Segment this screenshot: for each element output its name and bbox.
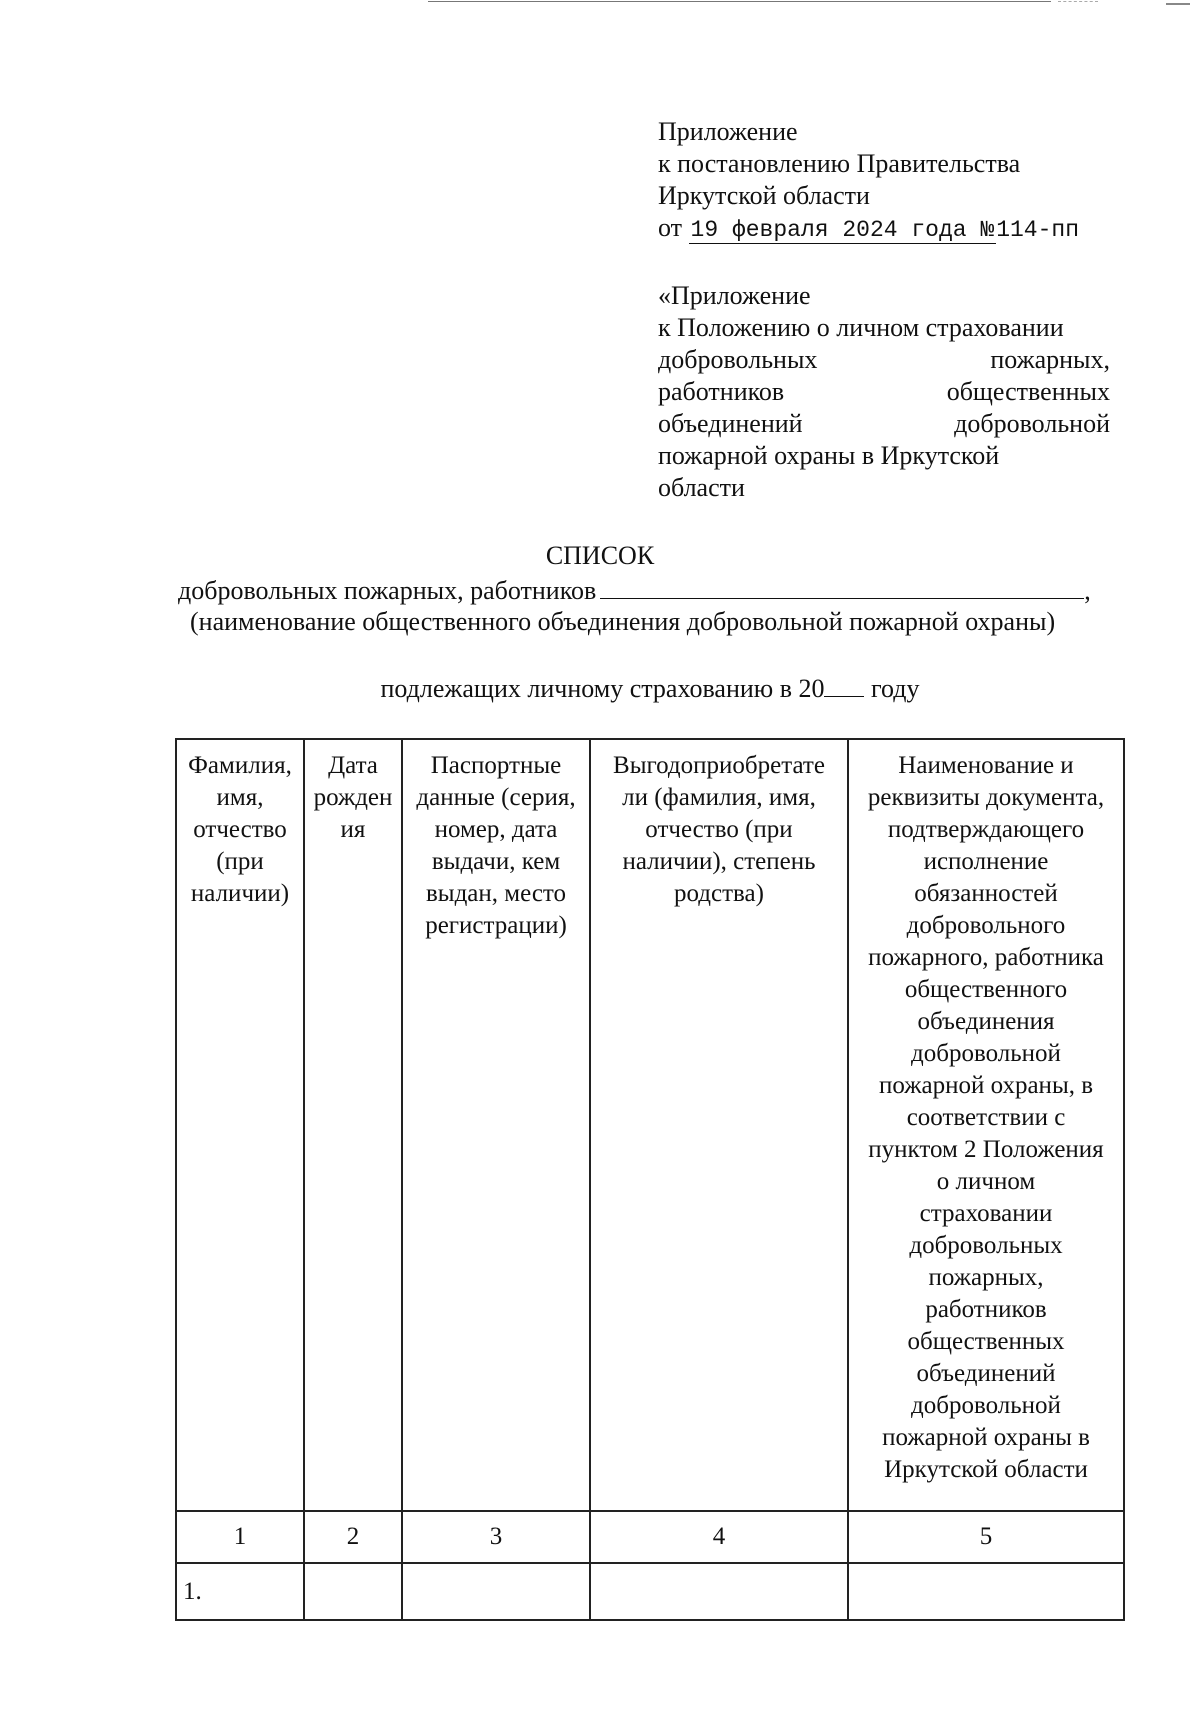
table-cell: [402, 1563, 590, 1620]
header-line-1: Приложение: [658, 117, 798, 146]
appendix-line-2: к Положению о личном страховании: [658, 313, 1064, 342]
appendix-line-5b: добровольной: [954, 409, 1110, 438]
header-number-tail: 114-пп: [996, 217, 1080, 243]
header-from-label: от: [658, 213, 683, 242]
appendix-line-4: [658, 376, 1110, 408]
appendix-line-6: пожарной охраны в Иркутской: [658, 441, 1000, 470]
table-header-row: [176, 739, 1124, 1511]
table-number-row: [176, 1511, 1124, 1563]
header-cell-birth-date: Дата рожден ия: [304, 739, 402, 1511]
list-subject-tail: ,: [1084, 576, 1091, 605]
insurance-list-table: [175, 738, 1125, 1621]
year-line-before: подлежащих личному страхованию в 20: [380, 674, 825, 703]
table-cell: 1.: [176, 1563, 304, 1620]
table-cell: [848, 1563, 1124, 1620]
header-cell-beneficiaries: Выгодоприобретате ли (фамилия, имя, отчество (при наличии), степень родства): [590, 739, 848, 1511]
list-subject-line: [178, 575, 1091, 607]
appendix-line-3b: пожарных,: [990, 345, 1110, 374]
appendix-line-1: «Приложение: [658, 281, 811, 310]
column-number-3: 3: [402, 1511, 590, 1563]
appendix-line-5: [658, 408, 1110, 440]
top-border-dash: [1058, 1, 1098, 2]
appendix-header: [658, 116, 1118, 246]
organization-caption: (наименование общественного объединения добровольной пожарной охраны): [190, 607, 1056, 636]
appendix-line-4a: работников: [658, 377, 785, 406]
header-line-3: Иркутской области: [658, 181, 870, 210]
appendix-line-7: области: [658, 473, 745, 502]
table-row: [176, 1563, 1124, 1620]
regulation-appendix: [658, 280, 1110, 504]
header-cell-document: Наименование и реквизиты документа, подтверждающего исполнение обязанностей добровольного пожарного, работника общественного объединения добровольной пожарной охраны, в соответствии с пунктом 2 Положения о личном страховании добровольных пожарных, работников общественных объединений добровольной пожарной охраны в Иркутской области: [848, 739, 1124, 1511]
table-cell: [590, 1563, 848, 1620]
column-number-1: 1: [176, 1511, 304, 1563]
header-date-number: 19 февраля 2024 года №: [690, 217, 995, 243]
appendix-line-3: [658, 344, 1110, 376]
year-line: [0, 673, 1200, 705]
table-cell: [304, 1563, 402, 1620]
column-number-2: 2: [304, 1511, 402, 1563]
column-number-5: 5: [848, 1511, 1124, 1563]
year-blank: [824, 674, 864, 697]
header-line-2: к постановлению Правительства: [658, 149, 1021, 178]
appendix-line-5a: объединений: [658, 409, 803, 438]
corner-mark: [1166, 3, 1190, 5]
list-subject-text: добровольных пожарных, работников: [178, 576, 597, 605]
header-cell-full-name: Фамилия, имя, отчество (при наличии): [176, 739, 304, 1511]
year-line-after: году: [870, 674, 920, 703]
header-date-line: [658, 212, 1118, 246]
column-number-4: 4: [590, 1511, 848, 1563]
document-title: СПИСОК: [545, 541, 655, 570]
top-border-line: [428, 1, 1051, 2]
header-cell-passport: Паспортные данные (серия, номер, дата выдачи, кем выдан, место регистрации): [402, 739, 590, 1511]
organization-blank: [600, 576, 1084, 599]
appendix-line-3a: добровольных: [658, 345, 818, 374]
appendix-line-4b: общественных: [946, 377, 1110, 406]
